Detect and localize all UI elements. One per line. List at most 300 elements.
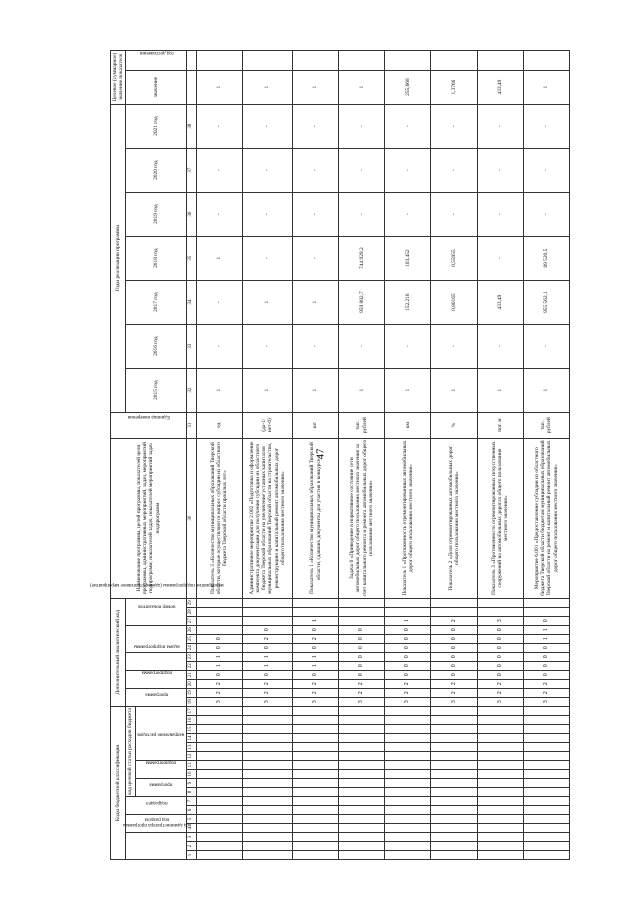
analytic-code-cell: 0 bbox=[339, 625, 385, 634]
header-target-year: год достижения bbox=[126, 50, 186, 70]
analytic-code-cell: 2 bbox=[523, 679, 569, 688]
budget-code-cell bbox=[242, 842, 292, 851]
budget-code-cell bbox=[242, 761, 292, 770]
analytic-code-cell bbox=[477, 598, 523, 607]
year-value: - bbox=[292, 148, 338, 192]
budget-code-cell bbox=[431, 833, 477, 842]
analytic-code-cell: 2 bbox=[477, 688, 523, 697]
header-subprogram: подпрограмма bbox=[135, 761, 186, 779]
target-value: 1 bbox=[523, 70, 569, 104]
header-budget-group: Коды бюджетной классификации bbox=[111, 706, 126, 859]
budget-code-cell bbox=[523, 743, 569, 752]
budget-code-cell bbox=[477, 806, 523, 815]
budget-code-cell bbox=[242, 770, 292, 779]
row-unit: (да-1/ нет-0) bbox=[242, 412, 292, 438]
year-value: 1 bbox=[523, 368, 569, 412]
header-a-indicator: номер показателя bbox=[126, 598, 186, 625]
budget-code-cell bbox=[523, 725, 569, 734]
analytic-code-cell: 3 bbox=[242, 697, 292, 706]
column-number bbox=[186, 70, 196, 104]
row-name: Показатель 2 «Доля отремонтированных автомобильных дорог общего пользования местного значения» bbox=[431, 438, 477, 598]
row-name: Мероприятие 6.001 «Предоставление субсидии из областного бюджета Тверской области бюджетам муниципальных образований Тверской области на ремонт и капитальный ремонт автомобильных дорог общего пользования местного значения» bbox=[523, 438, 569, 598]
budget-code-cell bbox=[523, 706, 569, 715]
header-year-2018: 2018 год bbox=[126, 236, 186, 280]
budget-code-cell bbox=[523, 734, 569, 743]
target-year bbox=[242, 50, 292, 70]
analytic-code-cell: 2 bbox=[292, 688, 338, 697]
analytic-code-cell: 3 bbox=[292, 697, 338, 706]
budget-code-cell bbox=[477, 824, 523, 833]
column-number: 6 bbox=[186, 806, 196, 815]
header-year-2017: 2017 год bbox=[126, 280, 186, 324]
table-row bbox=[431, 50, 477, 859]
year-value: 0,55955 bbox=[431, 236, 477, 280]
target-year bbox=[477, 50, 523, 70]
budget-code-cell bbox=[196, 806, 242, 815]
year-value: 1 bbox=[339, 368, 385, 412]
header-year-2019: 2019 год bbox=[126, 192, 186, 236]
column-number: 21 bbox=[186, 670, 196, 679]
analytic-code-cell: 1 bbox=[196, 661, 242, 670]
header-admin: код администратора программы bbox=[126, 833, 186, 860]
target-value: 433,49 bbox=[477, 70, 523, 104]
year-value: - bbox=[196, 324, 242, 368]
budget-code-cell bbox=[292, 716, 338, 725]
analytic-code-cell: 3 bbox=[431, 697, 477, 706]
budget-code-cell bbox=[431, 706, 477, 715]
analytic-code-cell: 1 bbox=[242, 661, 292, 670]
analytic-code-cell: 0 bbox=[523, 616, 569, 625]
analytic-code-cell: 2 bbox=[431, 688, 477, 697]
analytic-code-cell: 2 bbox=[292, 679, 338, 688]
budget-code-cell bbox=[385, 716, 431, 725]
row-unit: % bbox=[431, 412, 477, 438]
analytic-code-cell: 0 bbox=[477, 661, 523, 670]
budget-code-cell bbox=[477, 833, 523, 842]
year-value: - bbox=[523, 148, 569, 192]
budget-code-cell bbox=[196, 770, 242, 779]
budget-code-cell bbox=[431, 743, 477, 752]
table-row bbox=[339, 50, 385, 859]
budget-code-cell bbox=[292, 752, 338, 761]
budget-code-cell bbox=[431, 734, 477, 743]
budget-code-cell bbox=[242, 743, 292, 752]
year-value: 959 882,7 bbox=[339, 280, 385, 324]
budget-code-cell bbox=[523, 779, 569, 788]
column-number: 25 bbox=[186, 634, 196, 643]
column-number: 9 bbox=[186, 779, 196, 788]
analytic-code-cell: 0 bbox=[196, 670, 242, 679]
target-value: 255,668 bbox=[385, 70, 431, 104]
year-value: - bbox=[339, 324, 385, 368]
analytic-code-cell: 0 bbox=[339, 643, 385, 652]
analytic-code-cell bbox=[385, 607, 431, 616]
analytic-code-cell: 1 bbox=[292, 616, 338, 625]
column-number: 11 bbox=[186, 761, 196, 770]
budget-code-cell bbox=[385, 824, 431, 833]
year-value: - bbox=[477, 324, 523, 368]
budget-code-cell bbox=[242, 824, 292, 833]
row-name: Задача 6 «Приведение в нормативное состояние сети автомобильных дорог общего пользования местного значения за счет капитального ремонта и ремонта автомобильных дорог общего пользования местного значения» bbox=[339, 438, 385, 598]
target-year bbox=[196, 50, 242, 70]
row-unit: км bbox=[385, 412, 431, 438]
budget-code-cell bbox=[385, 842, 431, 851]
analytic-code-cell: 3 bbox=[523, 697, 569, 706]
budget-code-cell bbox=[431, 806, 477, 815]
budget-code-cell bbox=[242, 797, 292, 806]
column-number: 24 bbox=[186, 643, 196, 652]
column-number: 32 bbox=[186, 368, 196, 412]
budget-code-cell bbox=[477, 770, 523, 779]
document-sheet bbox=[89, 49, 570, 860]
year-value: - bbox=[431, 148, 477, 192]
header-target-group: Целевое (суммарное) значение показателя bbox=[111, 50, 126, 104]
year-value: - bbox=[292, 192, 338, 236]
analytic-code-cell: 2 bbox=[339, 679, 385, 688]
analytic-code-cell: 1 bbox=[292, 652, 338, 661]
column-number: 20 bbox=[186, 679, 196, 688]
budget-code-cell bbox=[242, 788, 292, 797]
budget-code-cell bbox=[339, 806, 385, 815]
year-value: 103,452 bbox=[385, 236, 431, 280]
year-value: - bbox=[477, 148, 523, 192]
analytic-code-cell: 0 bbox=[385, 670, 431, 679]
analytic-code-cell: 2 bbox=[242, 679, 292, 688]
column-number: 19 bbox=[186, 688, 196, 697]
year-value: - bbox=[431, 324, 477, 368]
column-number: 1 bbox=[186, 851, 196, 860]
budget-code-cell bbox=[385, 797, 431, 806]
column-number: 31 bbox=[186, 412, 196, 438]
row-name: Показатель 1 «Протяженность отремонтированных автомобильных дорог общего пользования местного значения» bbox=[385, 438, 431, 598]
column-number: 13 bbox=[186, 743, 196, 752]
analytic-code-cell bbox=[431, 598, 477, 607]
budget-code-cell bbox=[292, 842, 338, 851]
budget-code-cell bbox=[292, 761, 338, 770]
analytic-code-cell bbox=[385, 598, 431, 607]
year-value: 1 bbox=[242, 368, 292, 412]
budget-code-cell bbox=[477, 716, 523, 725]
analytic-code-cell bbox=[477, 607, 523, 616]
analytic-code-cell: 2 bbox=[523, 688, 569, 697]
analytic-code-cell: 1 bbox=[242, 652, 292, 661]
year-value: - bbox=[242, 104, 292, 148]
analytic-code-cell: 0 bbox=[477, 652, 523, 661]
analytic-code-cell: 0 bbox=[385, 652, 431, 661]
year-value: - bbox=[523, 104, 569, 148]
budget-code-cell bbox=[431, 824, 477, 833]
budget-code-cell bbox=[477, 815, 523, 824]
analytic-code-cell: 2 bbox=[431, 679, 477, 688]
table-row bbox=[292, 50, 338, 859]
row-unit: шт bbox=[292, 412, 338, 438]
year-value: - bbox=[385, 104, 431, 148]
column-number bbox=[186, 50, 196, 70]
analytic-code-cell: 2 bbox=[196, 679, 242, 688]
header-program: программа bbox=[135, 779, 186, 797]
header-year-2016: 2016 год bbox=[126, 324, 186, 368]
year-value: - bbox=[292, 236, 338, 280]
analytic-code-cell bbox=[242, 616, 292, 625]
budget-code-cell bbox=[242, 833, 292, 842]
analytic-code-cell: 2 bbox=[292, 634, 338, 643]
analytic-code-cell: 3 bbox=[477, 616, 523, 625]
budget-code-cell bbox=[431, 770, 477, 779]
header-unit: Единица измерения bbox=[111, 412, 187, 438]
year-value: 1 bbox=[477, 368, 523, 412]
budget-code-cell bbox=[431, 842, 477, 851]
budget-code-cell bbox=[385, 706, 431, 715]
column-number: 37 bbox=[186, 148, 196, 192]
header-a-program: программа bbox=[126, 688, 186, 706]
target-year bbox=[431, 50, 477, 70]
year-value: - bbox=[242, 192, 292, 236]
column-number: 28 bbox=[186, 607, 196, 616]
analytic-code-cell bbox=[523, 607, 569, 616]
budget-code-cell bbox=[292, 851, 338, 860]
year-value: - bbox=[196, 148, 242, 192]
year-value: 955 562,1 bbox=[523, 280, 569, 324]
budget-code-cell bbox=[292, 833, 338, 842]
header-section: код раздела bbox=[126, 815, 186, 833]
budget-code-cell bbox=[196, 851, 242, 860]
target-value: 1 bbox=[196, 70, 242, 104]
column-number: 10 bbox=[186, 770, 196, 779]
analytic-code-cell: 1 bbox=[523, 634, 569, 643]
budget-code-cell bbox=[242, 734, 292, 743]
budget-code-cell bbox=[339, 770, 385, 779]
year-value: - bbox=[242, 236, 292, 280]
row-name: Показатель 3 «Протяженность отремонтированных искусственных сооружений на автомобильных дорогах общего пользования местного значения» bbox=[477, 438, 523, 598]
analytic-code-cell: 0 bbox=[431, 661, 477, 670]
analytic-code-cell: 3 bbox=[385, 697, 431, 706]
budget-code-cell bbox=[339, 824, 385, 833]
budget-code-cell bbox=[385, 779, 431, 788]
target-value: 1 bbox=[242, 70, 292, 104]
budget-code-cell bbox=[431, 725, 477, 734]
budget-code-cell bbox=[385, 806, 431, 815]
budget-code-cell bbox=[523, 797, 569, 806]
year-value: 1 bbox=[242, 280, 292, 324]
table-row bbox=[196, 50, 242, 859]
budget-code-cell bbox=[385, 788, 431, 797]
analytic-code-cell: 0 bbox=[477, 643, 523, 652]
header-budget-line: код целевой статьи расходов бюджета bbox=[127, 708, 134, 795]
analytic-code-cell: 0 bbox=[292, 643, 338, 652]
analytic-code-cell: 0 bbox=[339, 661, 385, 670]
budget-code-cell bbox=[523, 788, 569, 797]
column-number: 8 bbox=[186, 788, 196, 797]
row-unit: тыс. рублей bbox=[339, 412, 385, 438]
analytic-code-cell: 0 bbox=[385, 661, 431, 670]
page-number: 47 bbox=[314, 448, 327, 460]
budget-code-cell bbox=[292, 725, 338, 734]
budget-code-cell bbox=[339, 815, 385, 824]
analytic-code-cell: 0 bbox=[431, 643, 477, 652]
target-year bbox=[523, 50, 569, 70]
year-value: - bbox=[477, 192, 523, 236]
budget-code-cell bbox=[242, 815, 292, 824]
column-number: 33 bbox=[186, 324, 196, 368]
column-number: 4 bbox=[186, 824, 196, 833]
year-value: - bbox=[385, 192, 431, 236]
table-row bbox=[242, 50, 292, 859]
analytic-code-cell: 0 bbox=[385, 643, 431, 652]
analytic-code-cell bbox=[292, 607, 338, 616]
year-value: - bbox=[339, 192, 385, 236]
budget-code-cell bbox=[292, 770, 338, 779]
budget-code-cell bbox=[196, 725, 242, 734]
budget-code-cell bbox=[385, 734, 431, 743]
column-number: 5 bbox=[186, 815, 196, 824]
budget-code-cell bbox=[385, 752, 431, 761]
budget-code-cell bbox=[196, 734, 242, 743]
budget-code-cell bbox=[339, 842, 385, 851]
analytic-code-cell: 0 bbox=[339, 670, 385, 679]
analytic-code-cell: 0 bbox=[196, 634, 242, 643]
year-value: - bbox=[385, 148, 431, 192]
budget-code-cell bbox=[385, 743, 431, 752]
budget-code-cell bbox=[242, 806, 292, 815]
column-number: 26 bbox=[186, 625, 196, 634]
analytic-code-cell bbox=[292, 598, 338, 607]
analytic-code-cell: 0 bbox=[523, 652, 569, 661]
analytic-code-cell bbox=[431, 607, 477, 616]
budget-code-cell bbox=[339, 725, 385, 734]
header-analytic-group: Дополнительный аналитический код bbox=[111, 598, 126, 706]
column-number-row bbox=[186, 50, 196, 859]
analytic-code-cell: 0 bbox=[292, 670, 338, 679]
column-number: 38 bbox=[186, 104, 196, 148]
budget-code-cell bbox=[523, 815, 569, 824]
column-number: 18 bbox=[186, 697, 196, 706]
budget-code-cell bbox=[339, 833, 385, 842]
budget-code-cell bbox=[196, 833, 242, 842]
analytic-code-cell: 2 bbox=[431, 616, 477, 625]
budget-code-cell bbox=[196, 824, 242, 833]
column-number: 35 bbox=[186, 236, 196, 280]
year-value: - bbox=[292, 104, 338, 148]
analytic-code-cell: 2 bbox=[339, 688, 385, 697]
analytic-code-cell: 0 bbox=[242, 625, 292, 634]
budget-code-cell bbox=[477, 797, 523, 806]
budget-code-cell bbox=[292, 788, 338, 797]
table-row bbox=[385, 50, 431, 859]
analytic-code-cell: 0 bbox=[339, 634, 385, 643]
budget-code-cell bbox=[385, 833, 431, 842]
year-value: 152,216 bbox=[385, 280, 431, 324]
header-subsection: подраздел bbox=[126, 797, 186, 815]
analytic-code-cell bbox=[523, 598, 569, 607]
budget-code-cell bbox=[431, 752, 477, 761]
analytic-code-cell bbox=[196, 616, 242, 625]
budget-code-cell bbox=[477, 851, 523, 860]
year-value: 744 929,2 bbox=[339, 236, 385, 280]
column-number: 17 bbox=[186, 706, 196, 715]
column-number: 16 bbox=[186, 716, 196, 725]
target-year bbox=[339, 50, 385, 70]
year-value: - bbox=[523, 324, 569, 368]
analytic-code-cell: 0 bbox=[477, 625, 523, 634]
column-number: 3 bbox=[186, 833, 196, 842]
analytic-code-cell: 2 bbox=[385, 679, 431, 688]
column-number: 30 bbox=[186, 438, 196, 598]
budget-code-cell bbox=[339, 779, 385, 788]
budget-code-cell bbox=[477, 743, 523, 752]
budget-code-cell bbox=[523, 842, 569, 851]
row-name: Административное мероприятие 2.002 «Подготовка и оформление комплекта документации для получения субсидии из областного бюджета Тверской области на увеличение уставных капиталов муниципальных образований Тверской области на строительство, реконструкцию и капитальный ремонт автомобильных дорог общего пользования местного значения» bbox=[242, 438, 292, 598]
budget-code-cell bbox=[242, 779, 292, 788]
budget-code-cell bbox=[196, 788, 242, 797]
budget-code-cell bbox=[431, 716, 477, 725]
target-year bbox=[385, 50, 431, 70]
budget-code-cell bbox=[196, 779, 242, 788]
target-value: 1 bbox=[339, 70, 385, 104]
budget-code-cell bbox=[339, 734, 385, 743]
year-value: 0,80165 bbox=[431, 280, 477, 324]
budget-code-cell bbox=[477, 761, 523, 770]
analytic-code-cell: 0 bbox=[196, 643, 242, 652]
header-a-subprogram: подпрограмма bbox=[126, 670, 186, 688]
budget-code-cell bbox=[339, 752, 385, 761]
column-number: 29 bbox=[186, 598, 196, 607]
budget-code-cell bbox=[242, 725, 292, 734]
analytic-code-cell: 0 bbox=[339, 652, 385, 661]
budget-code-cell bbox=[292, 706, 338, 715]
analytic-code-cell: 2 bbox=[242, 688, 292, 697]
analytic-code-cell: 0 bbox=[523, 670, 569, 679]
analytic-code-cell bbox=[242, 607, 292, 616]
analytic-code-cell: 0 bbox=[431, 670, 477, 679]
budget-code-cell bbox=[292, 815, 338, 824]
budget-code-cell bbox=[477, 752, 523, 761]
row-unit: ед bbox=[196, 412, 242, 438]
year-value: 89 520,5 bbox=[523, 236, 569, 280]
analytic-code-cell: 2 bbox=[385, 688, 431, 697]
budget-code-cell bbox=[523, 761, 569, 770]
analytic-code-cell: 0 bbox=[242, 643, 292, 652]
target-value: 1 bbox=[292, 70, 338, 104]
analytic-code-cell: 1 bbox=[385, 616, 431, 625]
budget-code-cell bbox=[196, 743, 242, 752]
table-row bbox=[523, 50, 569, 859]
budget-code-cell bbox=[431, 788, 477, 797]
analytic-code-cell: 0 bbox=[242, 670, 292, 679]
analytic-code-cell: 0 bbox=[477, 634, 523, 643]
target-year bbox=[292, 50, 338, 70]
column-number: 14 bbox=[186, 734, 196, 743]
analytic-code-cell: 2 bbox=[477, 679, 523, 688]
year-value: - bbox=[431, 104, 477, 148]
budget-code-cell bbox=[292, 734, 338, 743]
header-direction: направление расходов bbox=[135, 706, 186, 760]
budget-code-cell bbox=[196, 761, 242, 770]
budget-code-cell bbox=[523, 833, 569, 842]
budget-code-cell bbox=[523, 806, 569, 815]
budget-code-cell bbox=[385, 851, 431, 860]
year-value: - bbox=[196, 104, 242, 148]
analytic-code-cell: 0 bbox=[385, 634, 431, 643]
budget-code-cell bbox=[292, 797, 338, 806]
analytic-code-cell: 0 bbox=[385, 625, 431, 634]
budget-code-cell bbox=[242, 706, 292, 715]
analytic-code-cell: 0 bbox=[523, 661, 569, 670]
budget-code-cell bbox=[385, 761, 431, 770]
header-a-measure: мероприятие подпрограммы (административное мероприятие) bbox=[126, 625, 186, 652]
budget-code-cell bbox=[523, 851, 569, 860]
budget-code-cell bbox=[477, 788, 523, 797]
column-number: 34 bbox=[186, 280, 196, 324]
